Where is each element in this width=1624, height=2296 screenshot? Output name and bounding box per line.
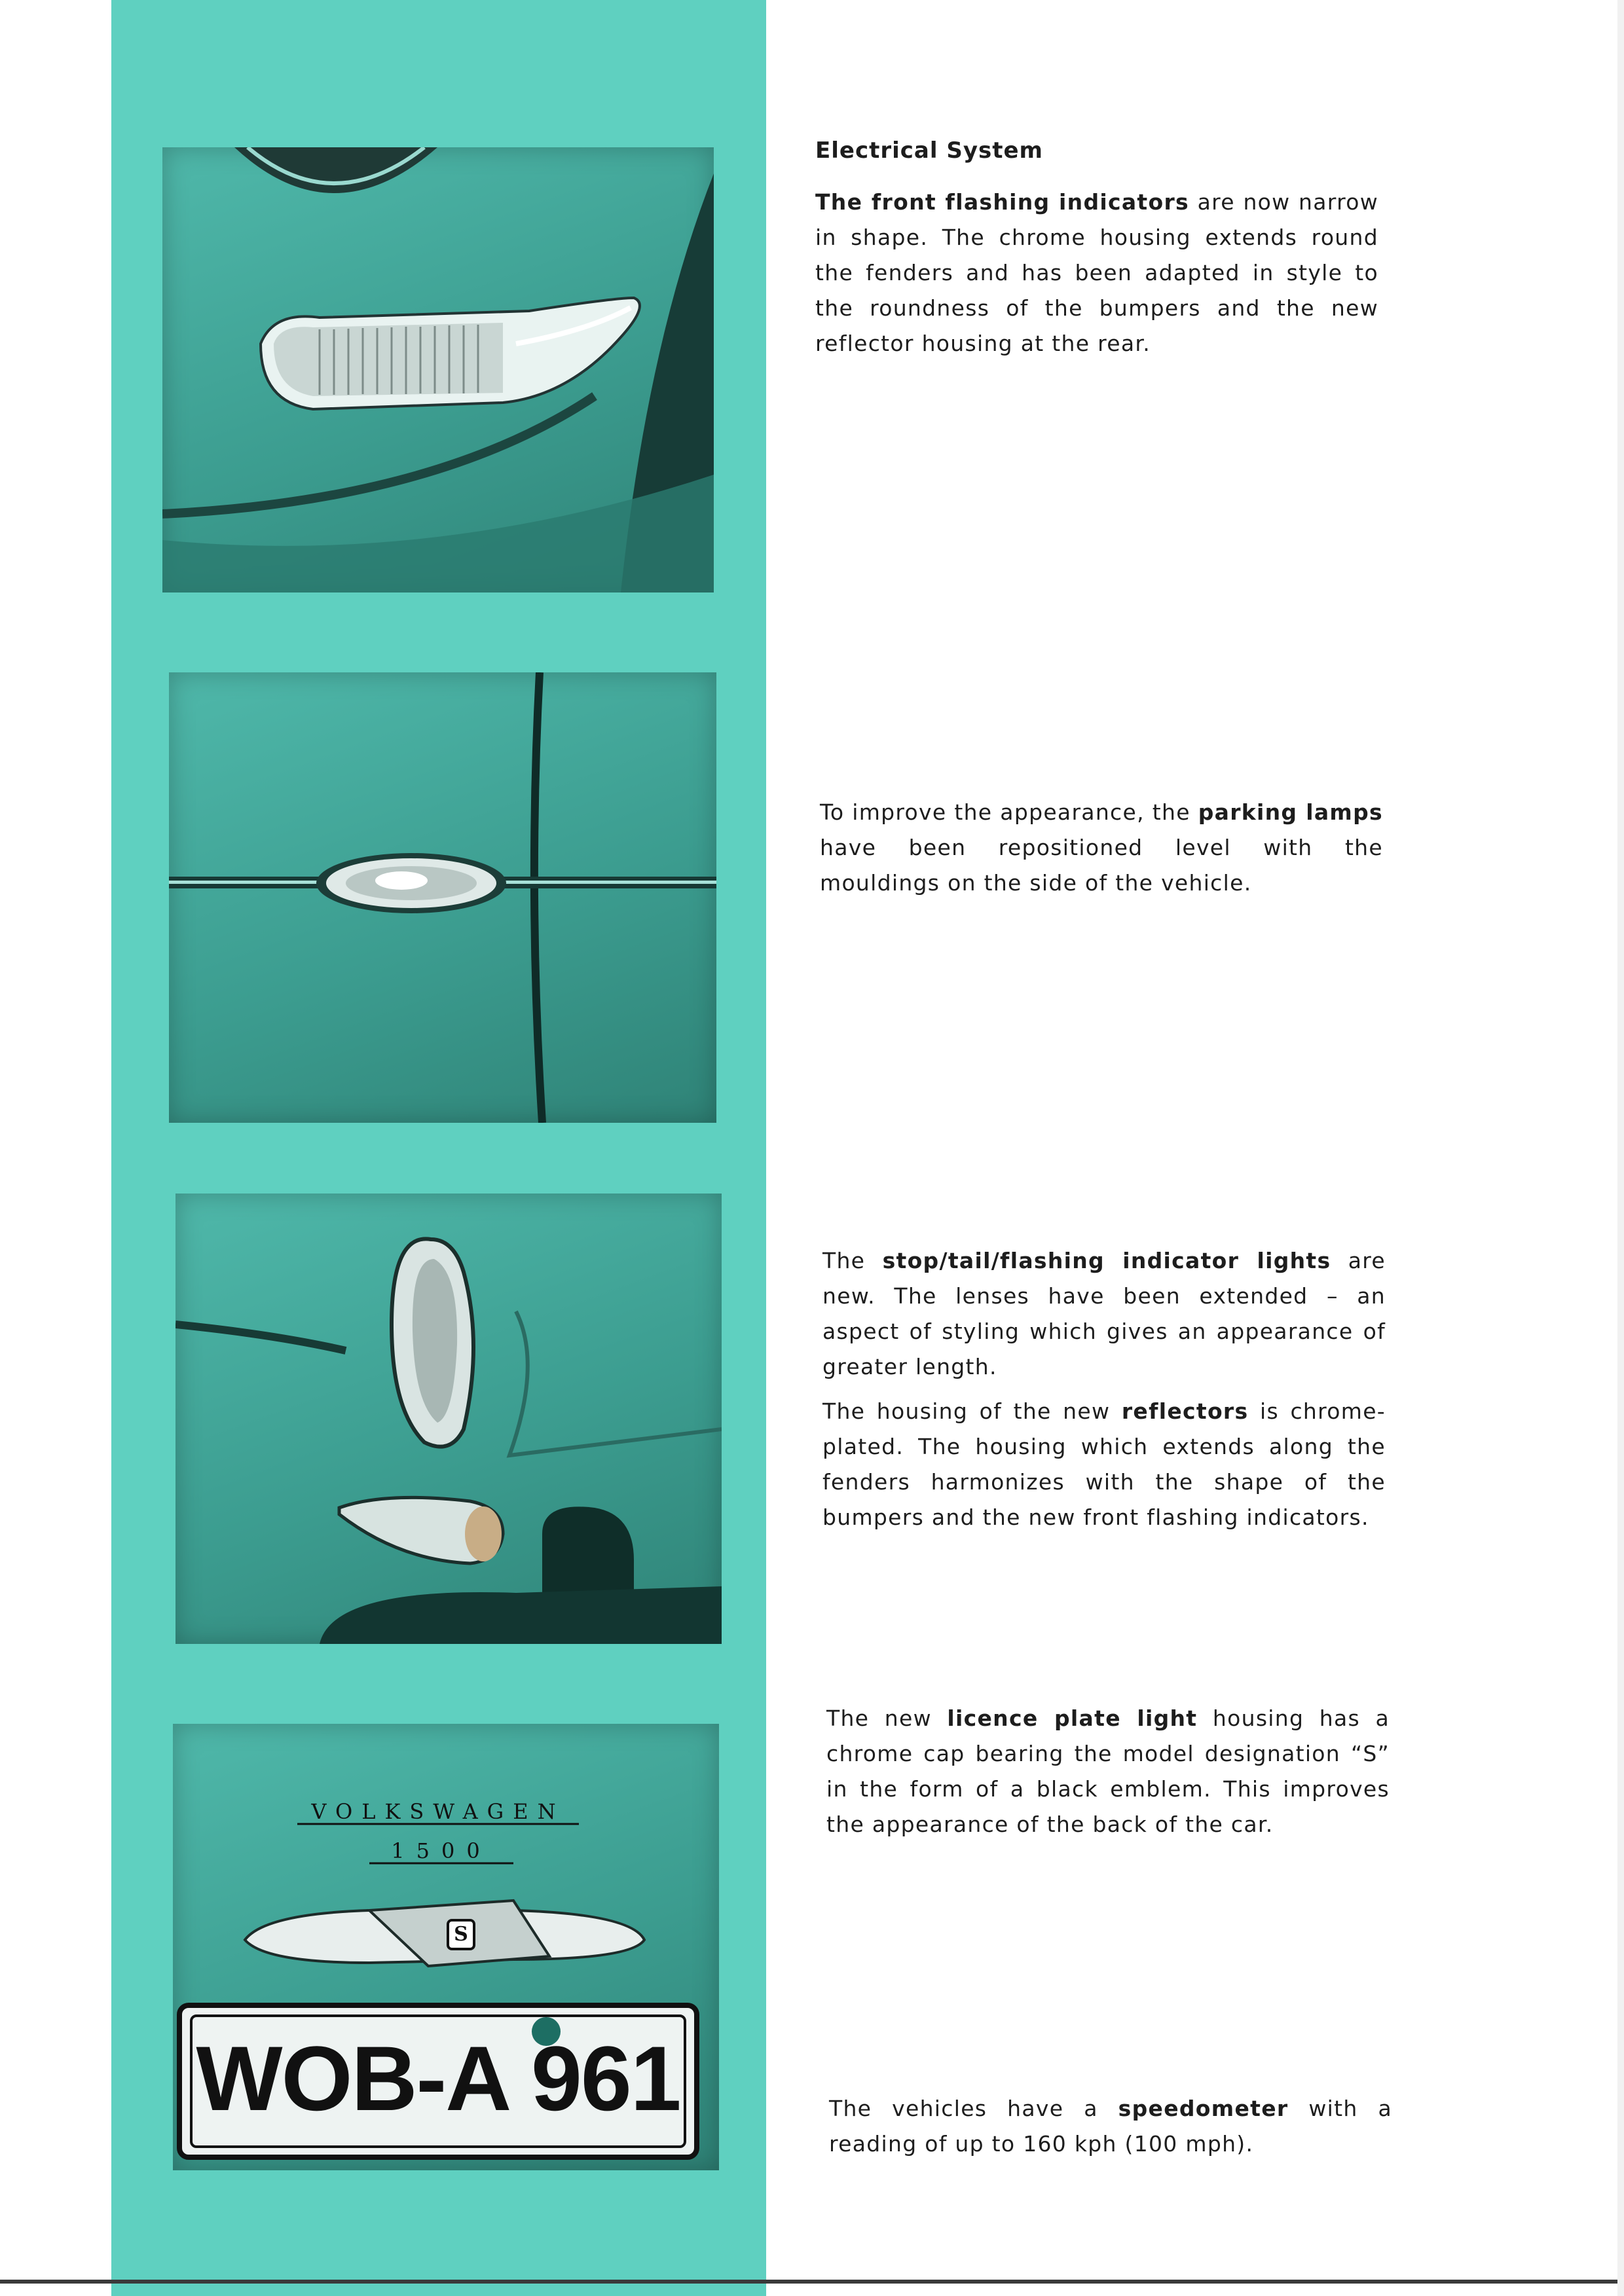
keyword: stop/tail/flashing indicator lights <box>882 1248 1331 1273</box>
keyword: The front flashing indicators <box>815 189 1189 215</box>
text-block-parking-lamps <box>820 795 1383 910</box>
bottom-edge-rule <box>0 2280 1624 2284</box>
emblem-1500: 1500 <box>391 1838 492 1863</box>
photo-stop-tail-lights <box>175 1194 722 1644</box>
paragraph: The vehicles have a speedometer with a reading of up to 160 kph (100 mph). <box>829 2096 1392 2157</box>
page-edge-shadow <box>1617 0 1624 2296</box>
keyword: parking lamps <box>1198 799 1383 825</box>
front-indicator-illustration <box>162 147 714 592</box>
paragraph: The front flashing indicators are now narrow in shape. The chrome housing extends round the fenders and has been adapted in style to the roundness of the bumpers and the new reflector housing at the rear. <box>815 189 1378 356</box>
text-block-licence-plate-light <box>826 1701 1390 1851</box>
photo-front-flashing-indicator <box>162 147 714 592</box>
keyword: reflectors <box>1121 1398 1249 1424</box>
text-block-tail-lights <box>822 1243 1386 1544</box>
licence-plate-number: WOB-A 961 <box>196 2027 680 2130</box>
paragraph: The housing of the new reflectors is chrome-plated. The housing which extends along the fenders harmonizes with the shape of the bumpers and the new front flashing indicators. <box>822 1398 1386 1530</box>
paragraph: The stop/tail/flashing indicator lights are new. The lenses have been extended – an aspect of styling which gives an appearance of greater length. <box>822 1248 1386 1379</box>
parking-lamp-illustration <box>169 672 716 1123</box>
text-block-front-indicators <box>815 185 1378 371</box>
photo-parking-lamp <box>169 672 716 1123</box>
plate-light-cap-letter: S <box>454 1923 468 1946</box>
section-heading: Electrical System <box>815 137 1043 164</box>
text-block-speedometer <box>829 2091 1392 2171</box>
emblem-volkswagen: VOLKSWAGEN <box>311 1799 565 1824</box>
paragraph: The new licence plate light housing has a chrome cap bearing the model designation “S” in the form of a black emblem. This improves the appearance of the back of the car. <box>826 1705 1390 1837</box>
keyword: speedometer <box>1118 2096 1289 2121</box>
photo-licence-plate-light <box>173 1724 719 2170</box>
paragraph: To improve the appearance, the parking lamps have been repositioned level with the mouldings on the side of the vehicle. <box>820 799 1383 896</box>
tail-light-illustration <box>175 1194 722 1644</box>
keyword: licence plate light <box>947 1705 1198 1731</box>
